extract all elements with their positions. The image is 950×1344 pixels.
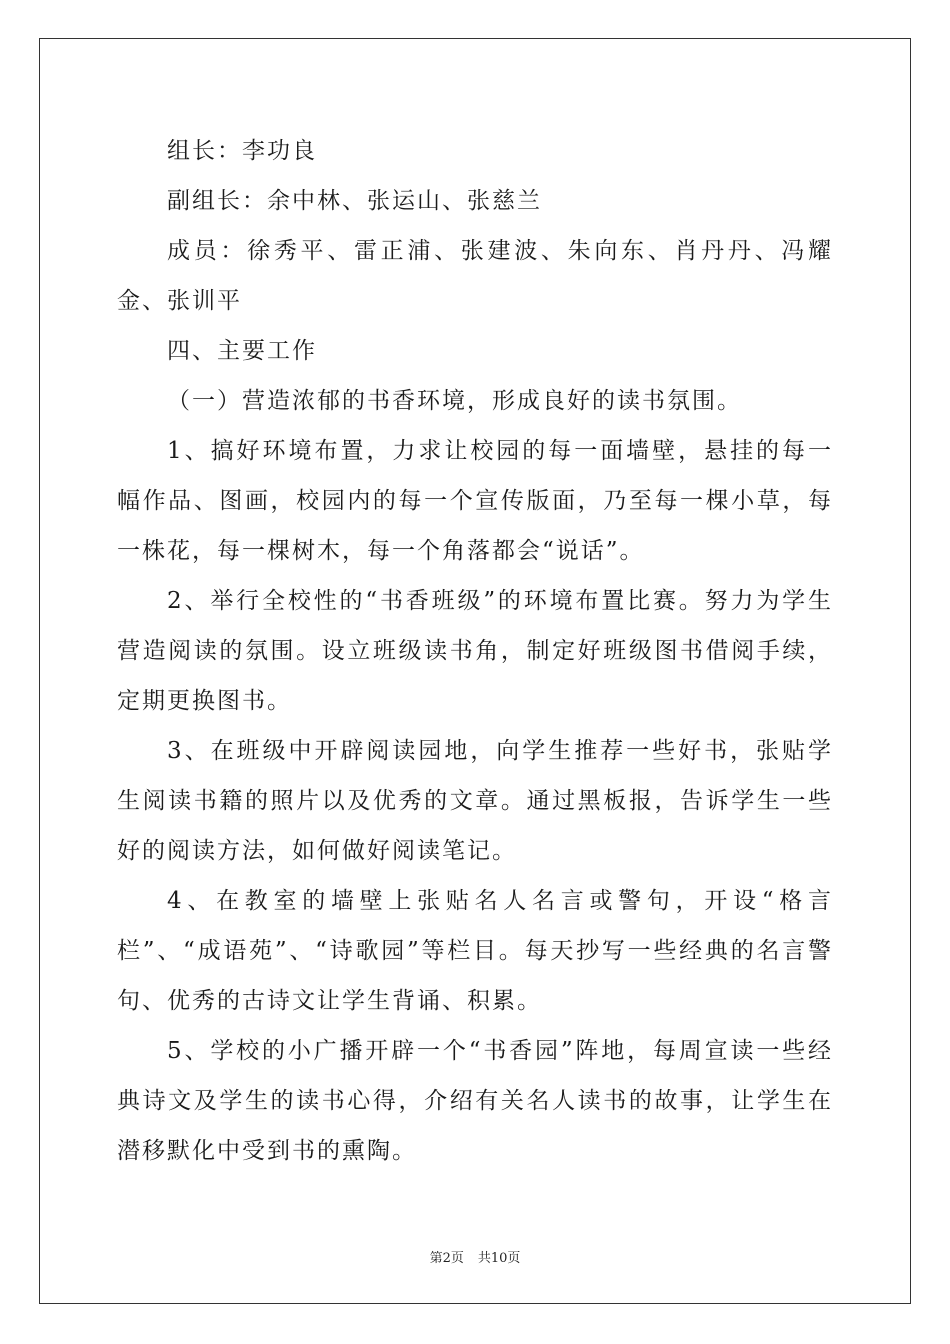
page-footer bbox=[0, 1247, 950, 1266]
members-paragraph: 成员：徐秀平、雷正浦、张建波、朱向东、肖丹丹、冯耀金、张训平 bbox=[117, 238, 833, 314]
item-5-paragraph: 5、学校的小广播开辟一个“书香园”阵地，每周宣读一些经典诗文及学生的读书心得，介绍有关名人读书的故事，让学生在潜移默化中受到书的熏陶。 bbox=[117, 1038, 833, 1164]
section-heading: 四、主要工作 bbox=[167, 338, 317, 364]
item-3-paragraph: 3、在班级中开辟阅读园地，向学生推荐一些好书，张贴学生阅读书籍的照片以及优秀的文章。通过黑板报，告诉学生一些好的阅读方法，如何做好阅读笔记。 bbox=[117, 738, 833, 864]
document-body bbox=[117, 126, 833, 1176]
subsection-heading: （一）营造浓郁的书香环境，形成良好的读书氛围。 bbox=[167, 388, 742, 414]
item-1-paragraph: 1、搞好环境布置，力求让校园的每一面墙壁，悬挂的每一幅作品、图画，校园内的每一个宣传版面，乃至每一棵小草，每一株花，每一棵树木，每一个角落都会“说话”。 bbox=[117, 438, 833, 564]
item-2-paragraph: 2、举行全校性的“书香班级”的环境布置比赛。努力为学生营造阅读的氛围。设立班级读书角，制定好班级图书借阅手续，定期更换图书。 bbox=[117, 588, 833, 714]
page-number: 第2页 bbox=[429, 1251, 464, 1266]
group-leader-line: 组长：李功良 bbox=[167, 138, 317, 164]
deputy-leader-line: 副组长：余中林、张运山、张慈兰 bbox=[167, 188, 542, 214]
page-total: 共10页 bbox=[477, 1251, 521, 1266]
item-4-paragraph: 4、在教室的墙壁上张贴名人名言或警句，开设“格言栏”、“成语苑”、“诗歌园”等栏目。每天抄写一些经典的名言警句、优秀的古诗文让学生背诵、积累。 bbox=[117, 888, 833, 1014]
